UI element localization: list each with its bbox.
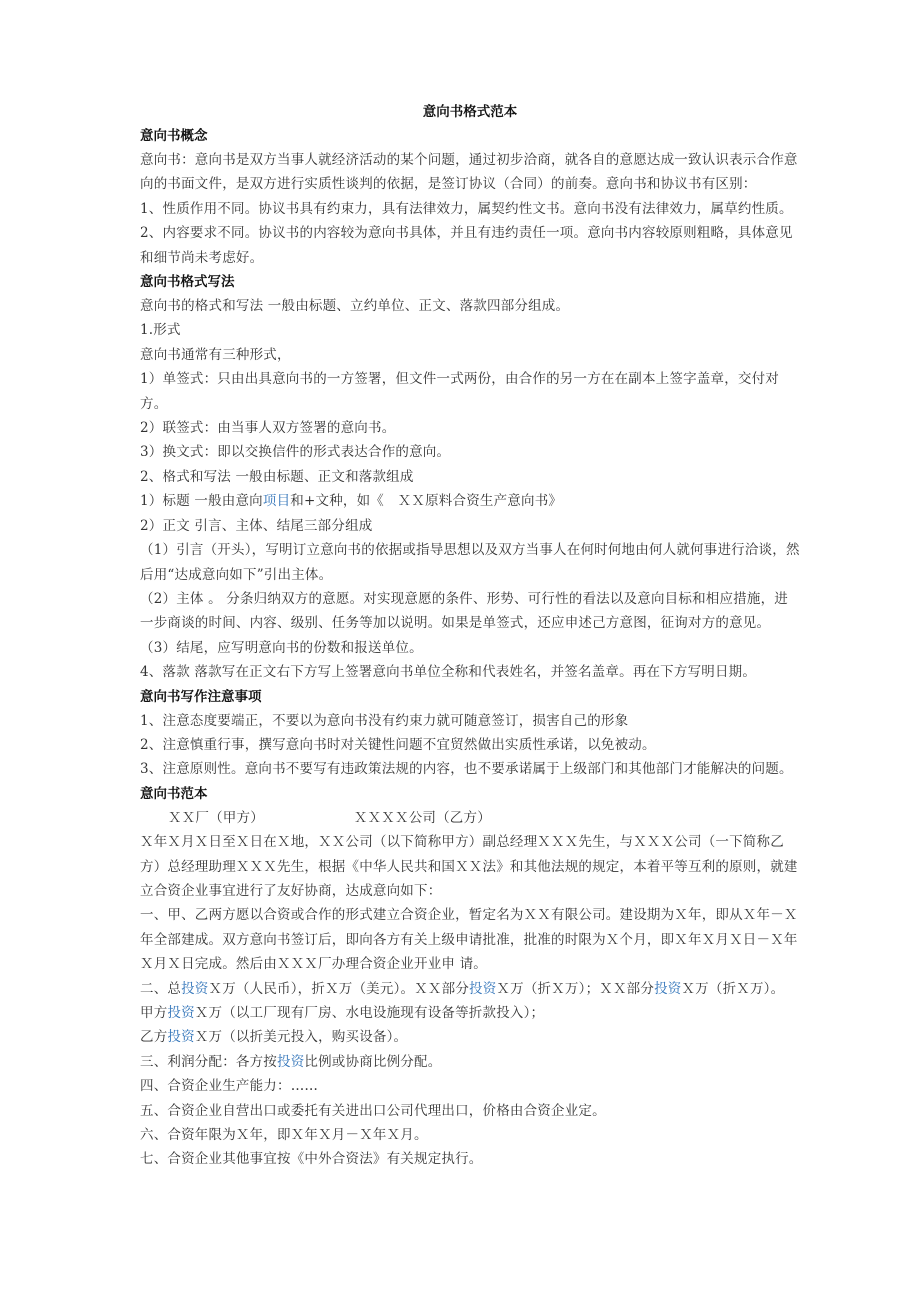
paragraph: （1）引言（开头），写明订立意向书的依据或指导思想以及双方当事人在何时何地由何人就何事进行洽谈，然后用“达成意向如下”引出主体。 xyxy=(140,542,800,583)
link-investment[interactable]: 投资 xyxy=(469,980,497,997)
paragraph-investment-b xyxy=(140,1025,800,1049)
paragraph: 1）单签式：只由出具意向书的一方签署，但文件一式两份，由合作的另一方在在副本上签字盖章，交付对方。 xyxy=(140,371,779,412)
document-title: 意向书格式范本 xyxy=(422,104,518,120)
link-investment[interactable]: 投资 xyxy=(277,1053,305,1070)
paragraph: Ｘ年Ｘ月Ｘ日至Ｘ日在Ｘ地，ＸＸ公司（以下简称甲方）副总经理ＸＸＸ先生，与ＸＸＸ公司（一下简称乙方）总经理助理ＸＸＸ先生，根据《中华人民共和国ＸＸ法》和其他法规的规定，本着平等互利的原则，就建立合资企业事宜进行了友好协商，达成意向如下： xyxy=(140,834,798,899)
party-a: ＸＸ厂（甲方） xyxy=(168,809,264,826)
text: 1）标题 一般由意向 xyxy=(140,493,263,510)
link-project[interactable]: 项目 xyxy=(262,493,291,510)
paragraph: 4、落款 落款写在正文右下方写上签署意向书单位全称和代表姓名，并签名盖章。再在下方写明日期。 xyxy=(140,664,757,681)
paragraph: 意向书通常有三种形式， xyxy=(140,346,291,363)
paragraph-title-item xyxy=(140,489,800,513)
text: 和+文种，如《 ＸＸ原料合资生产意向书》 xyxy=(290,493,563,510)
paragraph: 六、合资年限为Ｘ年，即Ｘ年Ｘ月－Ｘ年Ｘ月。 xyxy=(140,1127,428,1144)
section-heading-sample: 意向书范本 xyxy=(140,785,208,802)
text: 比例或协商比例分配。 xyxy=(304,1053,442,1070)
paragraph: 2、内容要求不同。协议书的内容较为意向书具体，并且有违约责任一项。意向书内容较原则粗略，具体意见和细节尚未考虑好。 xyxy=(140,225,793,266)
paragraph: （2）主体 。 分条归纳双方的意愿。对实现意愿的条件、形势、可行性的看法以及意向目标和相应措施，进一步商谈的时间、内容、级别、任务等加以说明。如果是单签式，还应申述己方意图，征询对方的意见。 xyxy=(140,590,788,632)
text: Ｘ万（以折美元投入，购买设备）。 xyxy=(194,1029,408,1046)
document-page xyxy=(140,100,800,1172)
section-heading-format: 意向书格式写法 xyxy=(140,274,235,291)
paragraph: 1.形式 xyxy=(140,322,181,339)
paragraph: 2）正文 引言、主体、结尾三部分组成 xyxy=(140,517,373,534)
paragraph: 2、格式和写法 一般由标题、正文和落款组成 xyxy=(140,468,414,485)
paragraph: 2）联签式：由当事人双方签署的意向书。 xyxy=(140,420,396,437)
text: Ｘ万（人民币），折Ｘ万（美元）。ＸＸ部分 xyxy=(208,980,470,997)
link-investment[interactable]: 投资 xyxy=(654,980,682,997)
paragraph: 七、合资企业其他事宜按《中外合资法》有关规定执行。 xyxy=(140,1151,483,1168)
paragraph: 四、合资企业生产能力：…… xyxy=(140,1078,319,1095)
text: 二、总 xyxy=(140,980,182,997)
paragraph: （3）结尾，应写明意向书的份数和报送单位。 xyxy=(140,639,423,656)
paragraph-investment-total xyxy=(140,977,800,1001)
paragraph: 意向书：意向书是双方当事人就经济活动的某个问题，通过初步洽商，就各自的意愿达成一致认识表示合作意向的书面文件，是双方进行实质性谈判的依据，是签订协议（合同）的前奏。意向书和协议书有区别： xyxy=(140,152,798,193)
paragraph: 3、注意原则性。意向书不要写有违政策法规的内容，也不要承诺属于上级部门和其他部门才能解决的问题。 xyxy=(140,761,793,778)
paragraph: 意向书的格式和写法 一般由标题、立约单位、正文、落款四部分组成。 xyxy=(140,298,570,315)
paragraph: 2、注意慎重行事，撰写意向书时对关键性问题不宜贸然做出实质性承诺，以免被动。 xyxy=(140,736,656,753)
text: 三、利润分配：各方按 xyxy=(140,1053,277,1070)
link-investment[interactable]: 投资 xyxy=(181,980,209,997)
paragraph: 一、甲、乙两方愿以合资或合作的形式建立合资企业，暂定名为ＸＸ有限公司。建设期为Ｘ年，即从Ｘ年－Ｘ年全部建成。双方意向书签订后，即向各方有关上级申请批准，批准的时限为Ｘ个月，即Ｘ年Ｘ月Ｘ日－Ｘ年Ｘ月Ｘ日完成。然后由ＸＸＸ厂办理合资企业开业申 请。 xyxy=(140,907,798,973)
paragraph-profit xyxy=(140,1050,800,1074)
paragraph: 五、合资企业自营出口或委托有关进出口公司代理出口，价格由合资企业定。 xyxy=(140,1102,606,1119)
paragraph: 1、注意态度要端正，不要以为意向书没有约束力就可随意签订，损害自己的形象 xyxy=(140,712,629,729)
parties-line xyxy=(140,806,800,830)
link-investment[interactable]: 投资 xyxy=(167,1005,195,1021)
paragraph: 3）换文式：即以交换信件的形式表达合作的意向。 xyxy=(140,444,451,461)
party-b: ＸＸＸＸ公司（乙方） xyxy=(353,809,491,826)
link-investment[interactable]: 投资 xyxy=(167,1029,195,1046)
text: Ｘ万（以工厂现有厂房、水电设施现有设备等折款投入）； xyxy=(194,1005,545,1021)
paragraph-investment-a xyxy=(140,1001,800,1025)
section-heading-notes: 意向书写作注意事项 xyxy=(140,688,262,705)
section-heading-concept: 意向书概念 xyxy=(140,128,208,144)
text: 甲方 xyxy=(140,1005,168,1021)
text: Ｘ万（折Ｘ万）。 xyxy=(681,980,785,997)
text: Ｘ万（折Ｘ万）；ＸＸ部分 xyxy=(496,980,655,997)
paragraph: 1、性质作用不同。协议书具有约束力，具有法律效力，属契约性文书。意向书没有法律效力，属草约性质。 xyxy=(140,200,793,217)
text: 乙方 xyxy=(140,1029,168,1046)
